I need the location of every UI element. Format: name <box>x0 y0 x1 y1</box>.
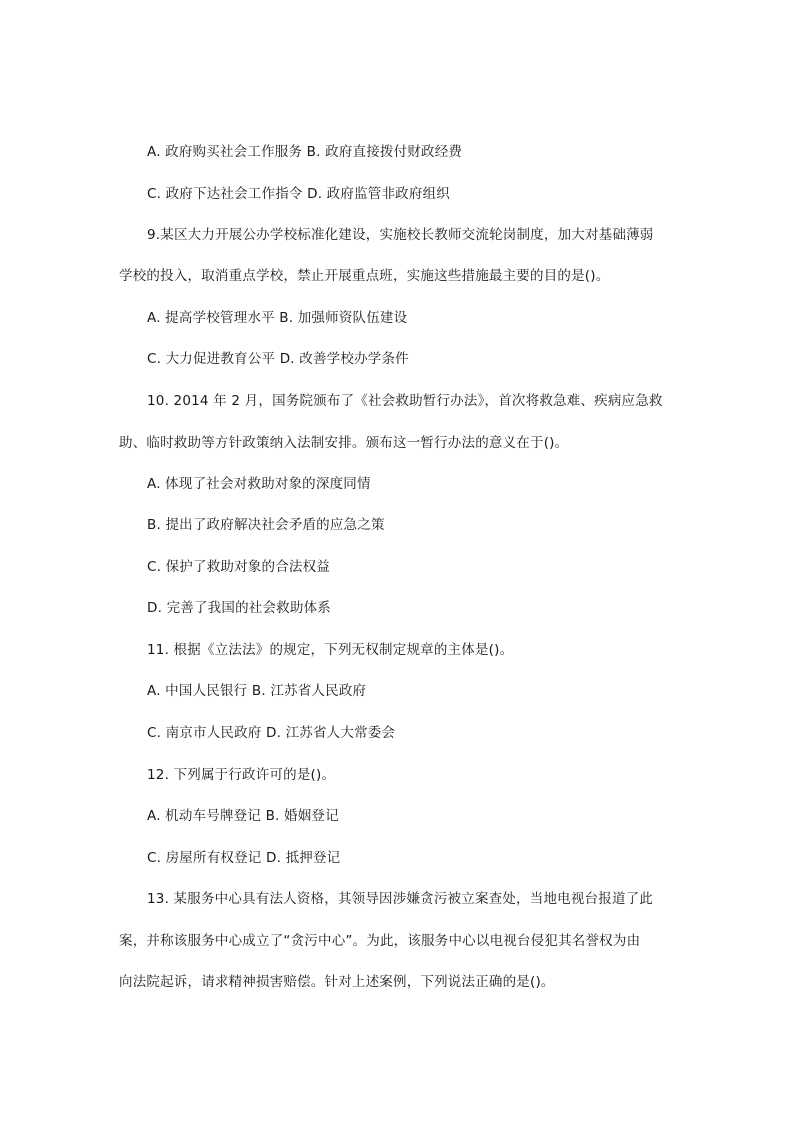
q9-options-cd: C. 大力促进教育公平 D. 改善学校办学条件 <box>147 351 409 367</box>
q13-stem-line-1: 13. 某服务中心具有法人资格，其领导因涉嫌贪污被立案查处，当地电视台报道了此 <box>147 891 654 907</box>
q9-options-ab: A. 提高学校管理水平 B. 加强师资队伍建设 <box>147 310 408 326</box>
q11-options-ab: A. 中国人民银行 B. 江苏省人民政府 <box>147 683 367 699</box>
q12-stem: 12. 下列属于行政许可的是()。 <box>147 767 336 783</box>
q13-stem-line-2: 案，并称该服务中心成立了“贪污中心”。为此，该服务中心以电视台侵犯其名誉权为由 <box>119 933 641 949</box>
q10-stem-line-2: 助、临时救助等方针政策纳入法制安排。颁布这一暂行办法的意义在于()。 <box>119 435 569 451</box>
q12-options-cd: C. 房屋所有权登记 D. 抵押登记 <box>147 850 341 866</box>
q10-option-a: A. 体现了社会对救助对象的深度同情 <box>147 476 371 492</box>
q10-stem-line-1: 10. 2014 年 2 月，国务院颁布了《社会救助暂行办法》，首次将救急难、疾病应急救 <box>147 393 663 409</box>
q10-option-b: B. 提出了政府解决社会矛盾的应急之策 <box>147 517 385 533</box>
q13-stem-line-3: 向法院起诉，请求精神损害赔偿。针对上述案例，下列说法正确的是()。 <box>119 974 555 990</box>
q12-options-ab: A. 机动车号牌登记 B. 婚姻登记 <box>147 808 339 824</box>
q11-options-cd: C. 南京市人民政府 D. 江苏省人大常委会 <box>147 725 396 741</box>
q9-stem-line-2: 学校的投入，取消重点学校，禁止开展重点班，实施这些措施最主要的目的是()。 <box>119 268 610 284</box>
q10-option-c: C. 保护了救助对象的合法权益 <box>147 559 331 575</box>
q8-options-cd: C. 政府下达社会工作指令 D. 政府监管非政府组织 <box>147 186 450 202</box>
q8-options-ab: A. 政府购买社会工作服务 B. 政府直接拨付财政经费 <box>147 144 463 160</box>
q9-stem-line-1: 9.某区大力开展公办学校标准化建设，实施校长教师交流轮岗制度，加大对基础薄弱 <box>147 227 654 243</box>
q10-option-d: D. 完善了我国的社会救助体系 <box>147 600 331 616</box>
q11-stem: 11. 根据《立法法》的规定，下列无权制定规章的主体是()。 <box>147 642 514 658</box>
